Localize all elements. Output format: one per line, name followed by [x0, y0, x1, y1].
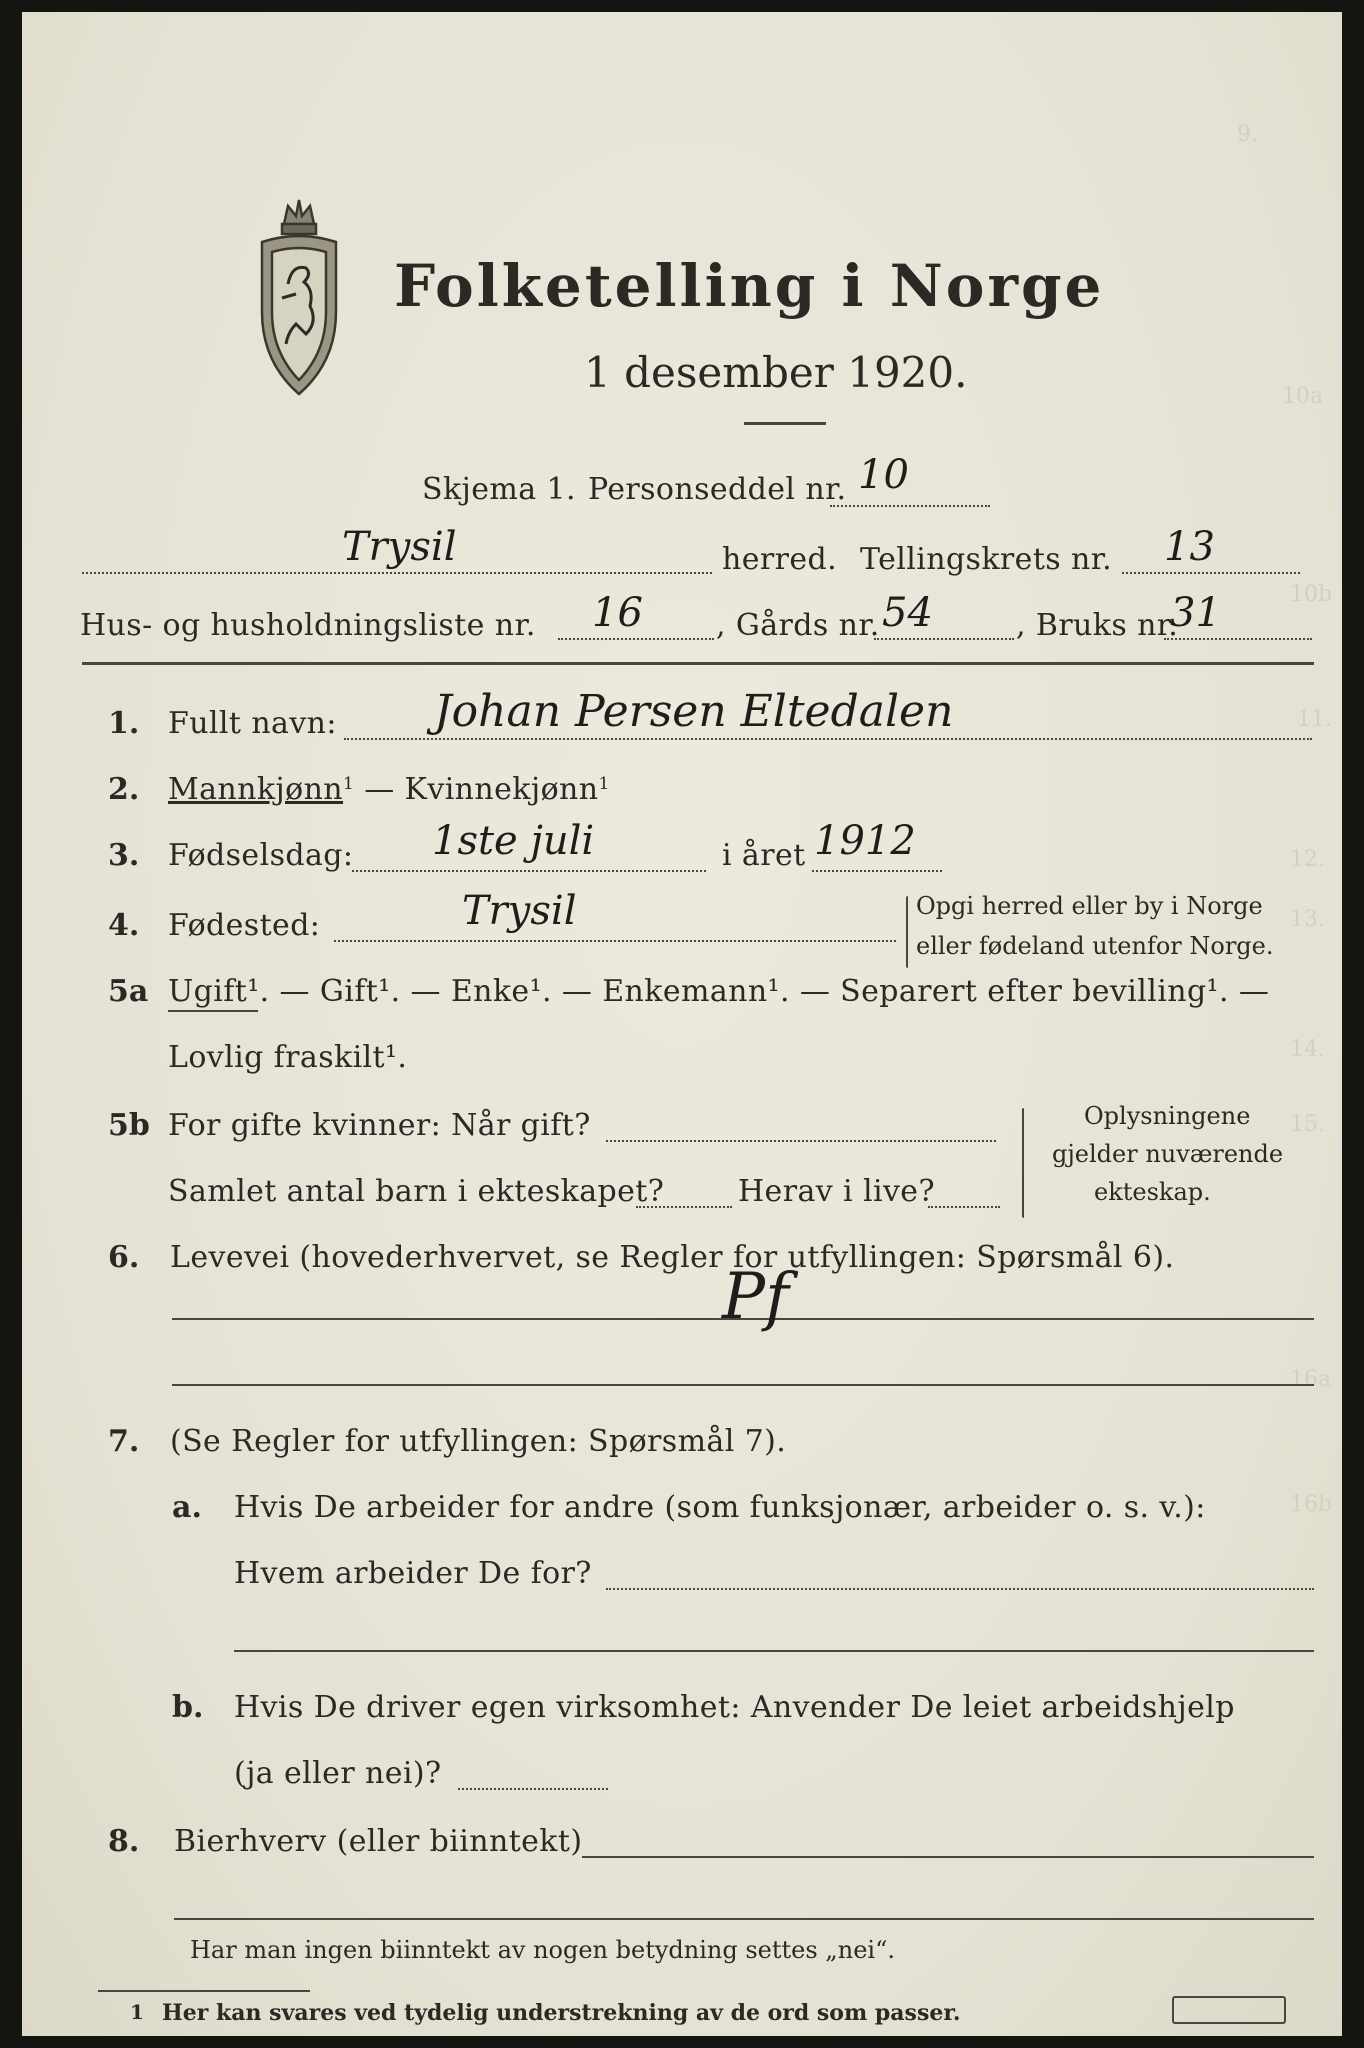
question-number: 5b — [108, 1108, 150, 1143]
ghost-number: 9. — [1237, 122, 1258, 147]
husliste-number[interactable]: 16 — [592, 590, 643, 636]
title-divider — [744, 422, 826, 425]
question-number: 6. — [108, 1240, 140, 1275]
birthplace-value[interactable]: Trysil — [462, 888, 577, 934]
printer-stamp — [1172, 1996, 1286, 2024]
own-business-question: Hvis De driver egen virksomhet: Anvender De leiet arbeidshjelp — [234, 1690, 1235, 1725]
employer-field-line-2 — [234, 1650, 1314, 1652]
marriage-note-line3: ekteskap. — [1094, 1178, 1211, 1206]
herred-label: herred. — [722, 542, 838, 577]
occupation-field-line-2 — [172, 1384, 1314, 1386]
bruks-number[interactable]: 31 — [1170, 590, 1221, 636]
employment-label: (Se Regler for utfyllingen: Spørsmål 7). — [170, 1424, 787, 1459]
personseddel-number[interactable]: 10 — [858, 452, 909, 498]
sub-question-letter: b. — [172, 1690, 204, 1725]
husliste-field-line — [558, 638, 714, 640]
birthday-value[interactable]: 1ste juli — [432, 818, 595, 864]
sex-female-option[interactable]: Kvinnekjønn — [404, 772, 599, 807]
sex-male-option[interactable]: Mannkjønn — [168, 772, 344, 807]
side-income-label: Bierhverv (eller biinntekt) — [174, 1824, 583, 1859]
schema-label: Skjema 1. — [422, 472, 576, 507]
birth-year-value[interactable]: 1912 — [814, 818, 916, 864]
side-income-note: Har man ingen biinntekt av nogen betydning settes „nei“. — [190, 1936, 895, 1964]
occupation-label: Levevei (hovederhvervet, se Regler for utfyllingen: Spørsmål 6). — [170, 1240, 1175, 1275]
question-number: 3. — [108, 838, 140, 873]
tellingskrets-number[interactable]: 13 — [1164, 524, 1215, 570]
birthplace-note-line2: eller fødeland utenfor Norge. — [916, 932, 1274, 960]
employer-field-line — [606, 1588, 1314, 1590]
herred-value[interactable]: Trysil — [342, 524, 457, 570]
full-name-label: Fullt navn: — [168, 706, 337, 741]
husliste-label: Hus- og husholdningsliste nr. — [80, 608, 536, 643]
marriage-note-line2: gjelder nuværende — [1052, 1140, 1284, 1168]
ghost-number: 14. — [1290, 1037, 1325, 1062]
ghost-number: 16b — [1290, 1492, 1333, 1517]
bruks-label: , Bruks nr. — [1016, 608, 1179, 643]
hired-help-field-line — [458, 1788, 608, 1790]
children-count-field-line — [636, 1206, 732, 1208]
side-income-field-line — [582, 1856, 1314, 1858]
children-count-label: Samlet antal barn i ekteskapet? — [168, 1174, 665, 1209]
birthday-field-line — [352, 870, 706, 872]
sex-options — [168, 772, 610, 807]
tellingskrets-label: Tellingskrets nr. — [860, 542, 1113, 577]
footnote-divider — [98, 1990, 310, 1992]
ghost-number: 11. — [1297, 707, 1332, 732]
married-when-field-line — [606, 1140, 996, 1142]
ghost-number: 15. — [1290, 1112, 1325, 1137]
personseddel-label: Personseddel nr. — [588, 472, 847, 507]
question-number: 2. — [108, 772, 140, 807]
bruks-field-line — [1164, 638, 1312, 640]
hired-help-label: (ja eller nei)? — [234, 1756, 442, 1791]
question-number: 8. — [108, 1824, 140, 1859]
question-number: 5a — [108, 974, 149, 1009]
side-income-field-line-2 — [174, 1918, 1314, 1920]
birth-year-field-line — [812, 870, 942, 872]
footnote-ref: 1 — [598, 774, 610, 794]
census-date: 1 desember 1920. — [584, 348, 968, 397]
norwegian-coat-of-arms-icon — [240, 194, 358, 404]
header-separator — [82, 662, 1314, 665]
employer-question: Hvis De arbeider for andre (som funksjonær, arbeider o. s. v.): — [234, 1490, 1206, 1525]
question-number: 1. — [108, 706, 140, 741]
occupation-value[interactable]: Pf — [722, 1260, 789, 1334]
note-brace — [906, 896, 908, 968]
sub-question-letter: a. — [172, 1490, 202, 1525]
ugift-underline — [168, 1010, 258, 1012]
gards-number[interactable]: 54 — [882, 590, 933, 636]
gards-field-line — [874, 638, 1014, 640]
question-number: 7. — [108, 1424, 140, 1459]
ghost-number: 12. — [1290, 847, 1325, 872]
census-form-sheet — [22, 12, 1342, 2036]
birthday-label: Fødselsdag: — [168, 838, 354, 873]
note-brace — [1022, 1108, 1024, 1218]
personseddel-field-line — [830, 505, 990, 507]
birth-year-label: i året — [722, 838, 806, 873]
footnote-text: Her kan svares ved tydelig understrekning av de ord som passer. — [162, 2000, 961, 2026]
marriage-note-line1: Oplysningene — [1084, 1102, 1251, 1130]
tellingskrets-field-line — [1122, 572, 1300, 574]
footnote-mark: 1 — [130, 2000, 144, 2024]
ghost-number: 16a — [1290, 1367, 1332, 1392]
separator-dash: — — [364, 772, 395, 807]
birthplace-note-line1: Opgi herred eller by i Norge — [916, 892, 1263, 920]
ghost-number: 10b — [1290, 582, 1333, 607]
marital-status-options-cont[interactable]: Lovlig fraskilt¹. — [168, 1040, 408, 1075]
full-name-field-line — [344, 738, 1312, 740]
married-when-label: For gifte kvinner: Når gift? — [168, 1108, 591, 1143]
question-number: 4. — [108, 908, 140, 943]
children-alive-label: Herav i live? — [738, 1174, 935, 1209]
children-alive-field-line — [928, 1206, 1000, 1208]
birthplace-label: Fødested: — [168, 908, 321, 943]
employer-label: Hvem arbeider De for? — [234, 1556, 592, 1591]
footnote-ref: 1 — [343, 774, 355, 794]
full-name-value[interactable]: Johan Persen Eltedalen — [434, 686, 954, 737]
gards-label: , Gårds nr. — [716, 608, 880, 643]
herred-field-line — [82, 572, 712, 574]
marital-status-options[interactable]: Ugift¹. — Gift¹. — Enke¹. — Enkemann¹. — Separert efter bevilling¹. — — [168, 974, 1270, 1009]
form-title: Folketelling i Norge — [394, 252, 1105, 320]
ghost-number: 10a — [1282, 384, 1324, 409]
birthplace-field-line — [334, 940, 896, 942]
ghost-number: 13. — [1290, 907, 1325, 932]
